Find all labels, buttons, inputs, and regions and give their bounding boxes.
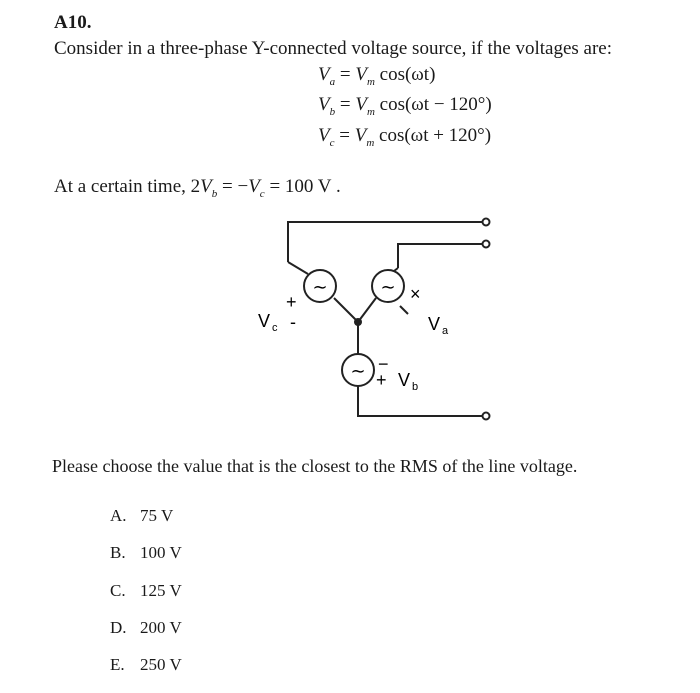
option-d-text: 200 V [140, 618, 182, 637]
condition-line [54, 176, 341, 200]
equation-vc [318, 125, 491, 149]
eq-va-amp: V [355, 64, 367, 85]
question-text: Please choose the value that is the closest to the RMS of the line voltage. [52, 456, 578, 476]
option-a[interactable] [110, 506, 173, 526]
vc-subscript: c [272, 322, 278, 334]
condition-coef: 2 [190, 176, 201, 197]
eq-vb-rhs: cos(ωt − 120°) [379, 94, 492, 115]
wire-c-to-terminal [288, 222, 482, 262]
y-connected-circuit-diagram [250, 210, 510, 435]
wire-c-lower [334, 298, 358, 322]
option-e-letter: E. [110, 655, 125, 674]
eq-vb-equals: = [339, 94, 351, 115]
va-subscript: a [442, 325, 449, 337]
eq-vb-lhs: V [318, 94, 330, 115]
source-a-symbol: ∼ [380, 277, 396, 297]
vb-plus: + [376, 370, 387, 390]
equation-vb [318, 94, 492, 118]
terminal-c [483, 219, 490, 226]
condition-v2: V [248, 176, 260, 197]
option-d-letter: D. [110, 618, 127, 637]
va-label: V [428, 314, 441, 334]
vc-minus: - [290, 312, 296, 332]
equation-va [318, 64, 435, 88]
va-mark: × [410, 284, 421, 304]
eq-va-rhs: cos(ωt) [379, 64, 436, 85]
option-b[interactable] [110, 543, 182, 563]
eq-va-lhs: V [318, 64, 330, 85]
option-c[interactable] [110, 581, 182, 601]
option-d[interactable] [110, 618, 182, 638]
eq-va-amp-sub: m [366, 75, 375, 88]
problem-number: A10. [54, 12, 92, 33]
condition-v1: V [200, 176, 212, 197]
eq-va-lhs-sub: a [329, 75, 336, 88]
eq-vb-lhs-sub: b [329, 105, 336, 118]
eq-vc-equals: = [339, 125, 350, 146]
vb-minus: − [378, 354, 389, 374]
vc-label: V [258, 311, 271, 331]
vc-plus: + [286, 292, 297, 312]
eq-vb-amp: V [355, 94, 367, 115]
condition-eq1: = − [222, 176, 249, 197]
wire-a-lower [358, 298, 376, 322]
neutral-node [354, 318, 362, 326]
option-e[interactable] [110, 655, 182, 675]
option-a-letter: A. [110, 506, 127, 525]
wire-c-upper [288, 262, 308, 274]
eq-vc-rhs: cos(ωt + 120°) [379, 125, 492, 146]
condition-prefix: At a certain time, [54, 176, 186, 197]
eq-vc-lhs: V [318, 125, 330, 146]
option-e-text: 250 V [140, 655, 182, 674]
vb-subscript: b [412, 381, 419, 393]
option-c-text: 125 V [140, 581, 182, 600]
va-minus-mark [400, 306, 408, 314]
eq-vc-lhs-sub: c [329, 136, 335, 149]
condition-v2-sub: c [259, 187, 265, 200]
eq-vb-amp-sub: m [366, 105, 375, 118]
eq-vc-amp-sub: m [366, 136, 375, 149]
eq-va-equals: = [339, 64, 351, 85]
wire-a-to-terminal [398, 244, 482, 268]
source-c-symbol: ∼ [312, 277, 328, 297]
eq-vc-amp: V [354, 125, 367, 146]
option-c-letter: C. [110, 581, 126, 600]
vb-label: V [398, 370, 411, 390]
source-b-symbol: ∼ [350, 361, 366, 381]
terminal-b [483, 413, 490, 420]
option-b-letter: B. [110, 543, 126, 562]
option-a-text: 75 V [140, 506, 174, 525]
condition-eq2: = 100 V . [269, 176, 341, 197]
problem-intro: Consider in a three-phase Y-connected voltage source, if the voltages are: [54, 38, 612, 59]
terminal-a [483, 241, 490, 248]
wire-b-to-terminal [358, 386, 482, 416]
condition-v1-sub: b [211, 187, 218, 200]
option-b-text: 100 V [140, 543, 182, 562]
